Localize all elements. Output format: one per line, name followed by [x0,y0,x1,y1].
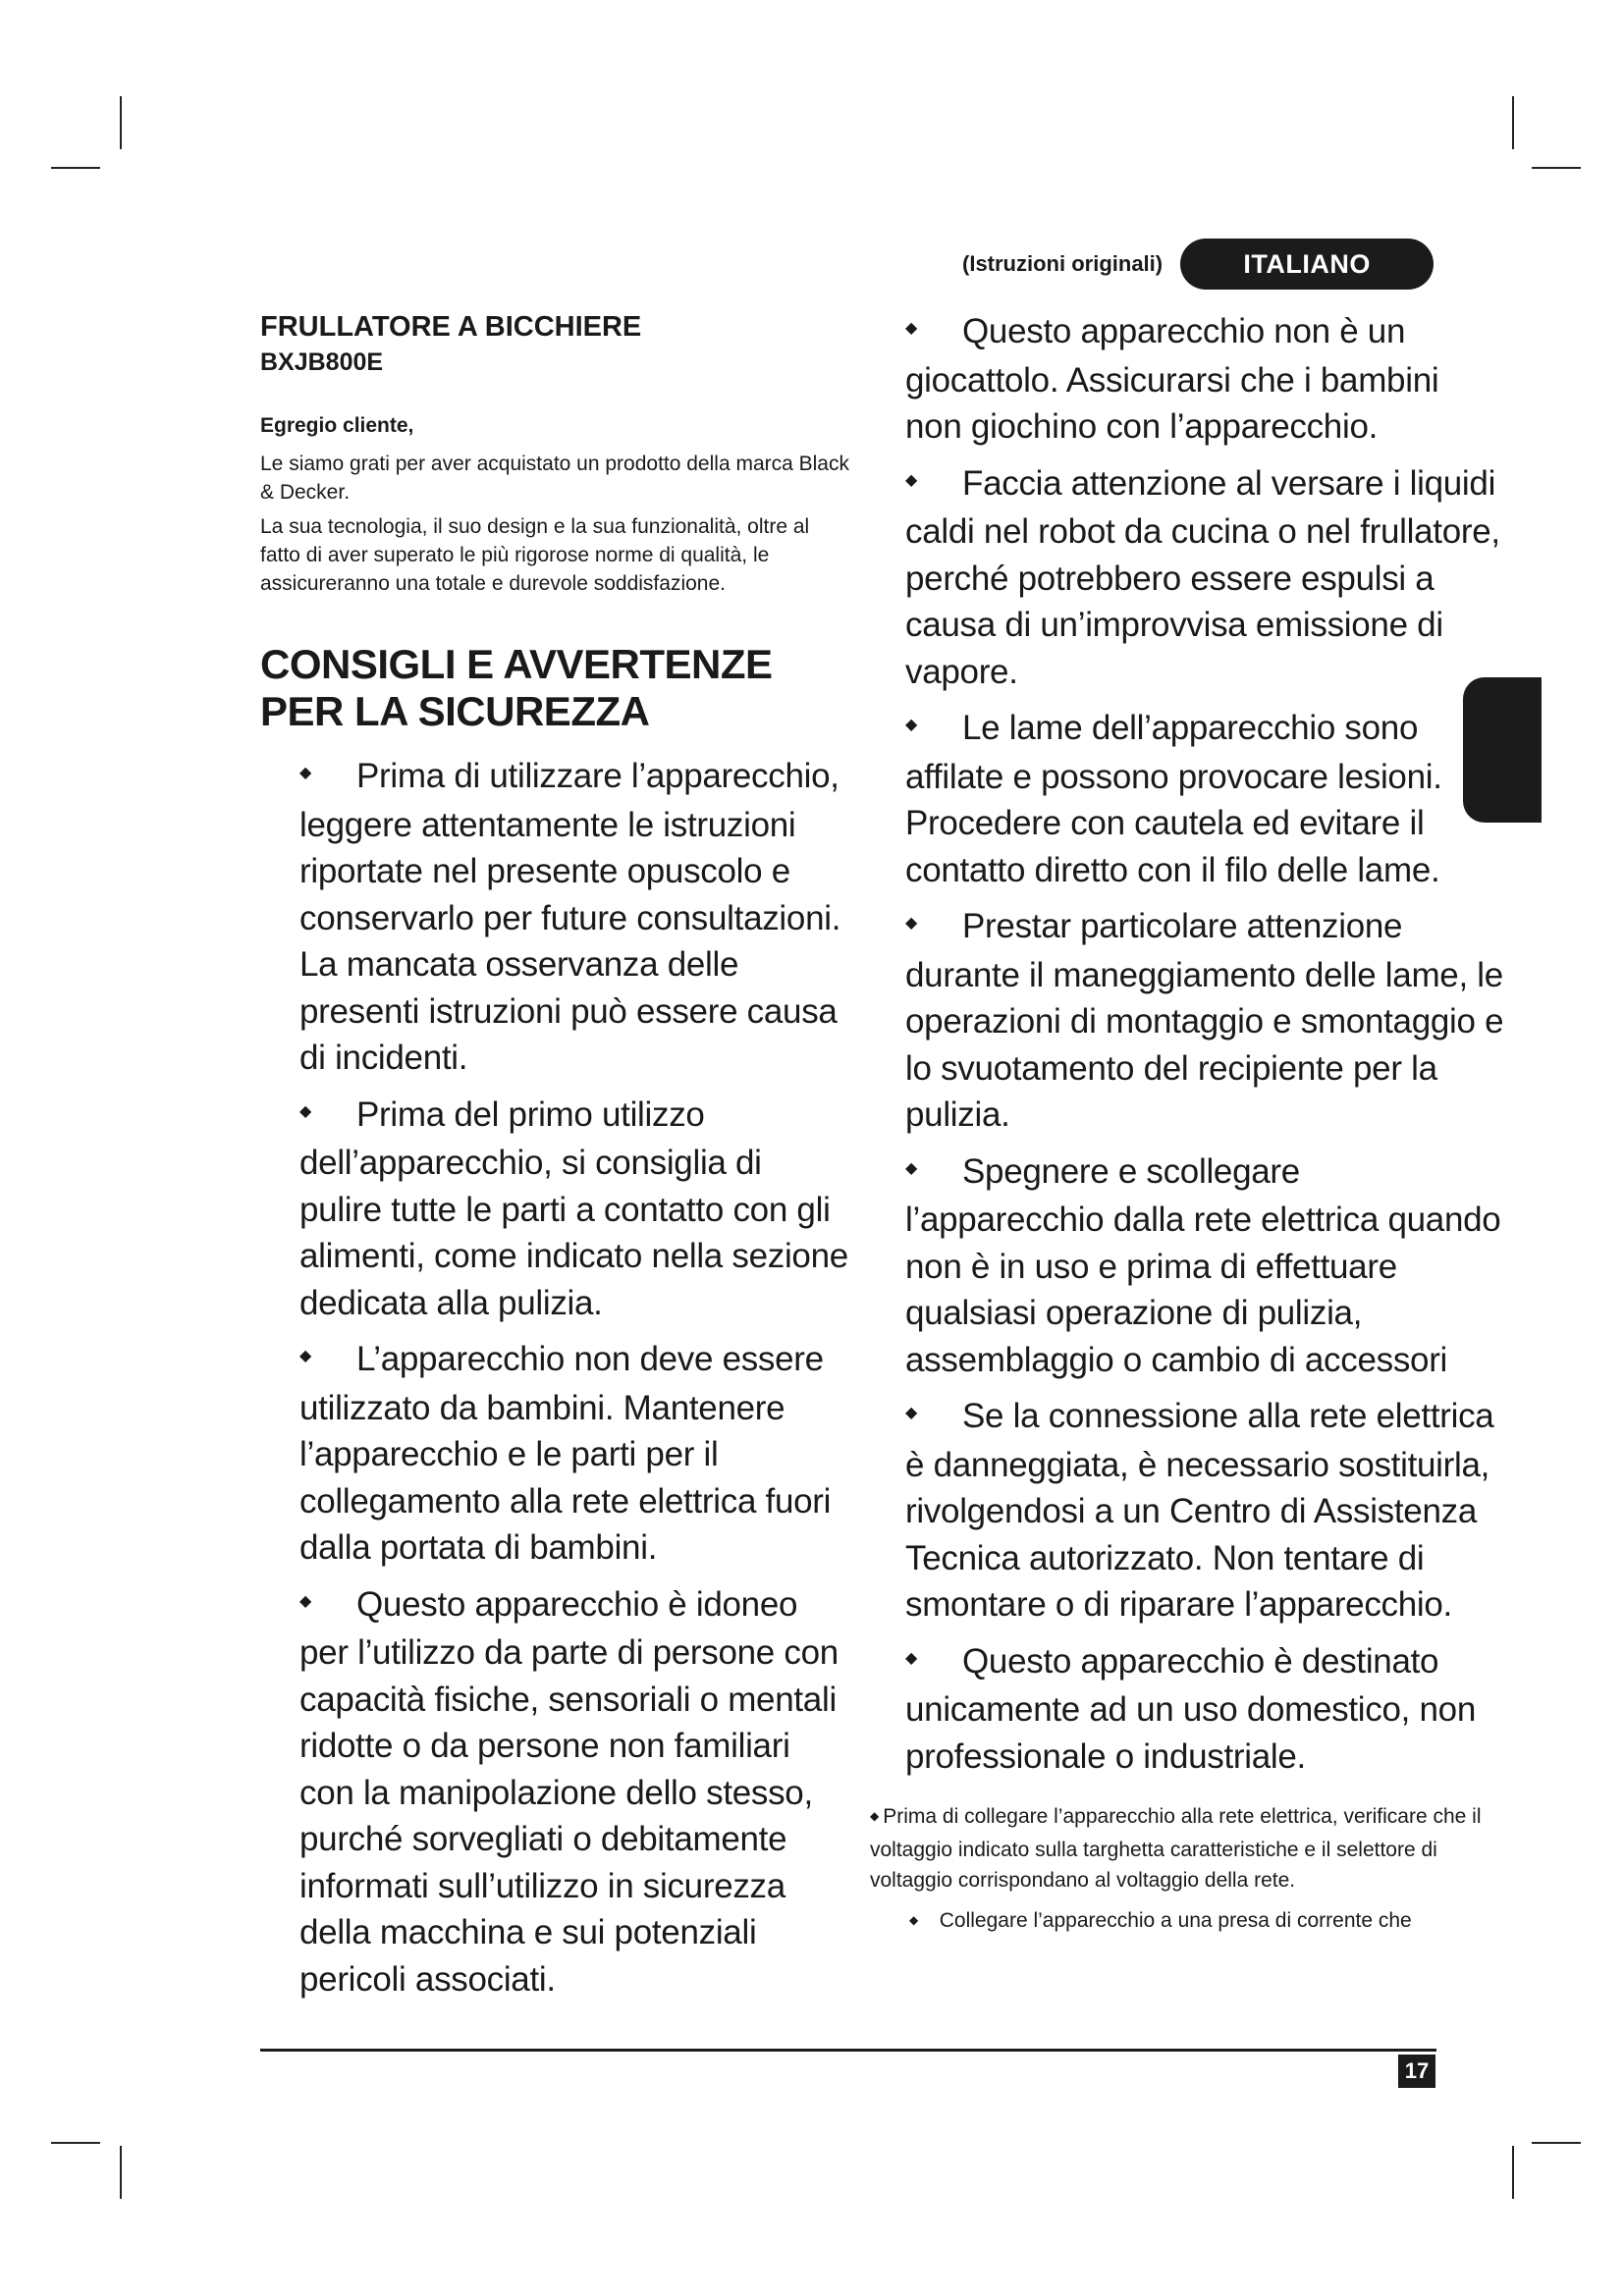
list-item-text: Prima del primo utilizzo dell’apparecchio, si consiglia di pulire tutte le parti a contatto con gli alimenti, come indicato nella sezione dedicata alla pulizia. [299,1095,848,1322]
list-item-text: Questo apparecchio è destinato unicamente ad un uso domestico, non professionale o industriale. [905,1641,1476,1776]
safety-heading-line: PER LA SICUREZZA [260,688,650,734]
list-item [905,705,1504,893]
crop-mark [120,96,122,149]
list-item-text: Collegare l’apparecchio a una presa di corrente che [939,1909,1412,1932]
bullet-icon: ◆ [905,471,918,489]
list-item [905,1393,1504,1629]
footer-rule [260,2049,1436,2052]
list-item [905,1148,1504,1384]
bullet-icon: ◆ [870,1809,880,1823]
bullet-icon: ◆ [299,1592,312,1610]
crop-mark [51,2142,100,2144]
list-item-text: Se la connessione alla rete elettrica è danneggiata, è necessario sostituirla, rivolgendosi a un Centro di Assistenza Tecnica autorizzato. Non tentare di smontare o di riparare l’apparecchio. [905,1397,1494,1624]
list-item-text: Questo apparecchio è idoneo per l’utilizzo da parte di persone con capacità fisiche, sensoriali o mentali ridotte o da persone non familiari con la manipolazione dello stesso, purché sorvegliati o debitamente informati sull’utilizzo in sicurezza della macchina e sui potenziali pericoli associati. [299,1584,839,1999]
list-item [299,1581,849,2003]
crop-mark [1512,96,1514,149]
list-item [299,1336,849,1572]
bullet-icon: ◆ [299,1348,312,1364]
bullet-icon: ◆ [905,1649,918,1667]
list-item-text: Questo apparecchio non è un giocattolo. Assicurarsi che i bambini non giochino con l’apparecchio. [905,312,1439,446]
list-item-text: Prima di collegare l’apparecchio alla rete elettrica, verificare che il voltaggio indicato sulla targhetta caratteristiche e il selettore di voltaggio corrispondano al voltaggio della rete. [870,1805,1482,1892]
language-badge: ITALIANO [1180,239,1434,290]
intro-paragraph: La sua tecnologia, il suo design e la sua funzionalità, oltre al fatto di aver superato le più rigorose norme di qualità, le assicureranno una totale e durevole soddisfazione. [260,515,810,595]
list-item [870,1801,1504,1896]
bullet-icon: ◆ [905,915,918,932]
list-item [905,903,1504,1139]
list-item [905,308,1504,451]
bullet-icon: ◆ [909,1913,919,1927]
list-item-text: Prestar particolare attenzione durante il maneggiamento delle lame, le operazioni di montaggio e smontaggio e lo svuotamento del recipiente per la pulizia. [905,907,1504,1134]
product-code: BXJB800E [260,348,384,376]
bullet-icon: ◆ [905,1405,918,1421]
crop-mark [120,2146,122,2199]
page-header [962,239,1434,290]
safety-list-small [870,1801,1504,1939]
page-number: 17 [1398,2055,1435,2088]
bullet-icon: ◆ [299,1102,312,1120]
bullet-icon: ◆ [905,320,918,337]
list-item [299,753,849,1082]
list-item-text: L’apparecchio non deve essere utilizzato da bambini. Mantenere l’apparecchio e le parti per il collegamento alla rete elettrica fuori dalla portata di bambini. [299,1340,832,1567]
right-column [870,308,1504,1949]
list-item [299,1092,849,1327]
bullet-icon: ◆ [905,717,918,733]
crop-mark [51,167,100,169]
safety-heading [260,641,849,735]
intro-paragraph: Le siamo grati per aver acquistato un prodotto della marca Black & Decker. [260,453,849,504]
bullet-icon: ◆ [299,765,312,781]
safety-heading-line: CONSIGLI E AVVERTENZE [260,641,773,687]
list-item-text: Spegnere e scollegare l’apparecchio dalla rete elettrica quando non è in uso e prima di effettuare qualsiasi operazione di pulizia, assemblaggio o cambio di accessori [905,1151,1501,1379]
greeting: Egregio cliente, [260,414,414,437]
safety-list-left [260,753,849,2002]
crop-mark [1532,2142,1581,2144]
list-item-text: Le lame dell’apparecchio sono affilate e possono provocare lesioni. Procedere con cautela ed evitare il contatto diretto con il filo delle lame. [905,709,1442,889]
list-item-text: Faccia attenzione al versare i liquidi caldi nel robot da cucina o nel frullatore, perché potrebbero essere espulsi a causa di un’improvvisa emissione di vapore. [905,463,1500,691]
header-subtitle: (Istruzioni originali) [962,251,1164,276]
list-item [905,460,1504,696]
list-item [905,1638,1504,1781]
left-column [260,308,849,2012]
crop-mark [1532,167,1581,169]
product-name: FRULLATORE A BICCHIERE [260,311,642,343]
safety-list-right [905,308,1504,1780]
list-item [870,1905,1504,1939]
bullet-icon: ◆ [905,1159,918,1177]
list-item-text: Prima di utilizzare l’apparecchio, leggere attentamente le istruzioni riportate nel presente opuscolo e conservarlo per future consultazioni. La mancata osservanza delle presenti istruzioni può essere causa di incidenti. [299,757,841,1077]
crop-mark [1512,2146,1514,2199]
